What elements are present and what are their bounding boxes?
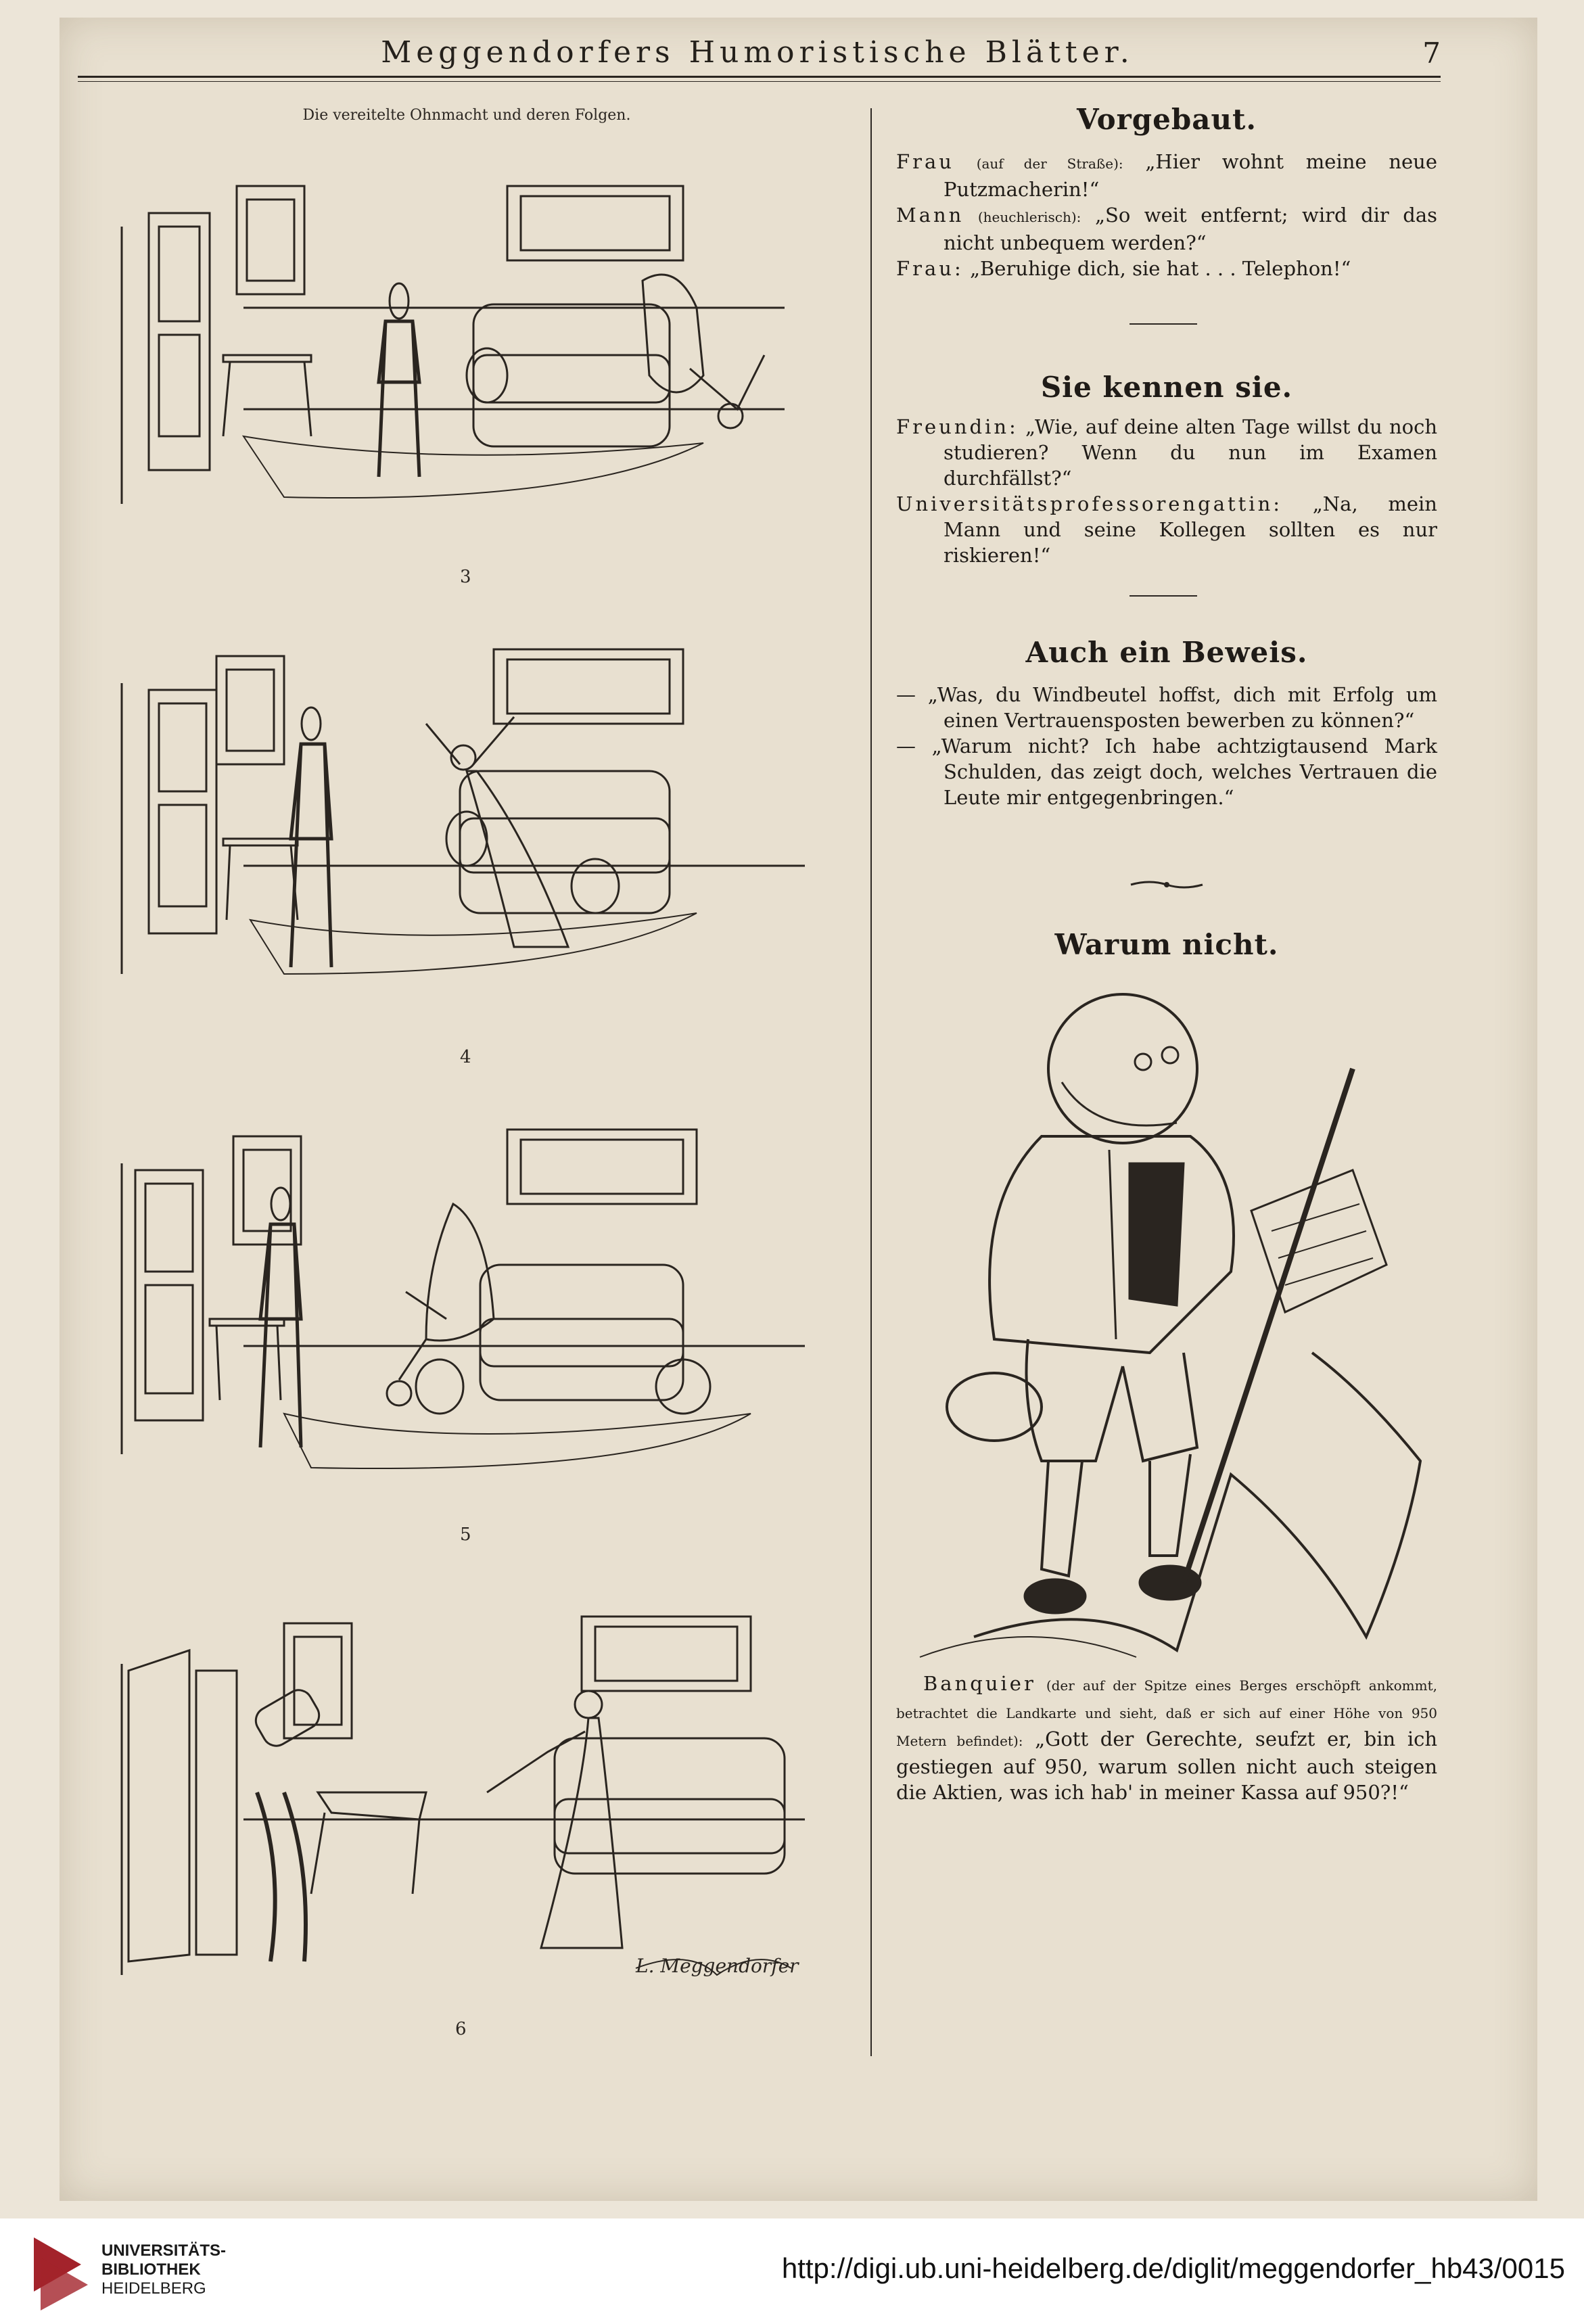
comic-panel-4	[108, 636, 832, 1001]
dialogue-text: „Na, mein Mann und seine Kollegen sollten es nur riskieren!“	[944, 492, 1437, 567]
dash: —	[896, 735, 916, 758]
section-body-sie-kennen-sie	[896, 414, 1437, 568]
speaker: Freundin:	[896, 415, 1019, 438]
artist-signature: L. Meggendorfer	[636, 1955, 799, 1977]
banker-caption	[896, 1671, 1437, 1805]
comic-panel-3	[108, 152, 832, 531]
comic-caption: Die vereitelte Ohnmacht und deren Folgen.	[302, 107, 631, 124]
section-title-auch-ein-beweis: Auch ein Beweis.	[1025, 636, 1308, 669]
panel-number-3: 3	[460, 567, 471, 587]
dash: —	[896, 683, 916, 706]
page-number: 7	[1422, 37, 1441, 70]
dialogue-line	[896, 733, 1437, 810]
panel-number-6: 6	[455, 2019, 467, 2039]
speaker: Frau:	[896, 257, 964, 280]
comic-panel-5	[108, 1116, 832, 1481]
stage-note: (der auf der Spitze eines Berges erschöpft ankommt, betrachtet die Landkarte und sieht, daß er sich auf einer Höhe von 950 Metern befindet):	[896, 1677, 1437, 1749]
dialogue-line	[896, 414, 1437, 491]
stage-note: (auf der Straße):	[976, 156, 1123, 172]
dialogue-text: „Beruhige dich, sie hat . . . Telephon!“	[969, 257, 1351, 280]
panel-5-illustration	[108, 1116, 832, 1481]
panel-number-4: 4	[460, 1047, 471, 1067]
caption-paragraph	[896, 1671, 1437, 1805]
dialogue-line	[896, 256, 1437, 281]
section-title-vorgebaut: Vorgebaut.	[1076, 103, 1257, 136]
comic-panel-6	[108, 1596, 832, 1995]
header-rule-thin	[78, 81, 1441, 82]
speaker: Mann	[896, 204, 964, 227]
section-body-auch-ein-beweis	[896, 682, 1437, 810]
section-separator	[1129, 595, 1197, 597]
library-name-line: BIBLIOTHEK	[101, 2260, 201, 2279]
speaker: Banquier	[923, 1672, 1036, 1695]
speaker: Frau	[896, 150, 954, 173]
running-header	[74, 28, 1441, 76]
library-name-line: HEIDELBERG	[101, 2279, 206, 2298]
dialogue-text: „Was, du Windbeutel hoffst, dich mit Erfolg um einen Vertrauensposten bewerben zu können?“	[927, 683, 1437, 732]
journal-title: Meggendorfers Humoristische Blätter.	[381, 34, 1134, 70]
section-separator	[1129, 323, 1197, 325]
source-url-link[interactable]: http://digi.ub.uni-heidelberg.de/diglit/meggendorfer_hb43/0015	[781, 2252, 1565, 2284]
section-body-vorgebaut	[896, 149, 1437, 281]
section-title-warum-nicht: Warum nicht.	[1054, 928, 1279, 961]
banker-illustration	[893, 987, 1434, 1667]
library-name	[101, 2241, 226, 2298]
dialogue-line	[896, 202, 1437, 256]
dialogue-text: „Warum nicht? Ich habe achtzigtausend Mark Schulden, das zeigt doch, welches Vertrauen die Leute mir entgegenbringen.“	[931, 735, 1437, 809]
dialogue-text: „Wie, auf deine alten Tage willst du noch studieren? Wenn du nun im Examen durchfällst?“	[944, 415, 1438, 490]
ornament-divider	[1129, 877, 1204, 893]
section-title-sie-kennen-sie: Sie kennen sie.	[1040, 371, 1293, 404]
stage-note: (heuchlerisch):	[977, 209, 1081, 225]
dialogue-line	[896, 491, 1437, 568]
panel-6-illustration	[108, 1596, 832, 1995]
dialogue-text: „So weit entfernt; wird dir das nicht unbequem werden?“	[944, 204, 1438, 254]
column-divider	[870, 108, 872, 2056]
speaker: Universitätsprofessorengattin:	[896, 492, 1283, 515]
panel-4-illustration	[108, 636, 832, 1001]
panel-number-5: 5	[460, 1525, 471, 1545]
dialogue-text: „Hier wohnt meine neue Putzmacherin!“	[944, 150, 1438, 201]
dialogue-text: „Gott der Gerechte, seufzt er, bin ich gestiegen auf 950, warum sollen nicht auch steigen die Aktien, was ich hab' in meiner Kassa auf 950?!“	[896, 1727, 1438, 1804]
dialogue-line	[896, 149, 1437, 202]
library-name-line: UNIVERSITÄTS-	[101, 2241, 227, 2260]
university-library-logo-icon	[27, 2231, 89, 2312]
header-rule	[78, 76, 1441, 78]
dialogue-line	[896, 682, 1437, 733]
panel-3-illustration	[108, 152, 832, 531]
